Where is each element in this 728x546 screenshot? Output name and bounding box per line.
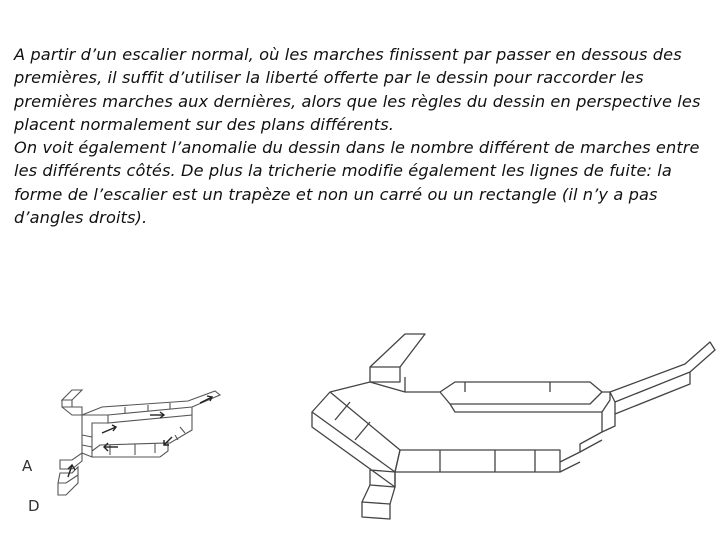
label-a: A	[22, 457, 33, 475]
large-staircase-figure	[290, 322, 720, 532]
small-staircase-figure	[20, 385, 230, 520]
paragraph-2: On voit également l’anomalie du dessin dans le nombre différent de marches entre les différents côtés. De plus la tricherie modifie également les lignes de fuite: la forme de l’escalier est un trapèze et non un carré ou un rectangle (il n’y a pas d’angles droits).	[14, 138, 700, 228]
paragraph-1: A partir d’un escalier normal, où les marches finissent par passer en dessous des premières, il suffit d’utiliser la liberté offerte par le dessin pour raccorder les premières marches aux dernières, alors que les règles du dessin en perspective les placent normalement sur des plans différents.	[14, 45, 701, 134]
label-d: D	[28, 497, 40, 515]
slide-text	[14, 43, 719, 229]
small-staircase-drawing	[20, 385, 230, 520]
large-staircase-drawing	[290, 322, 720, 532]
